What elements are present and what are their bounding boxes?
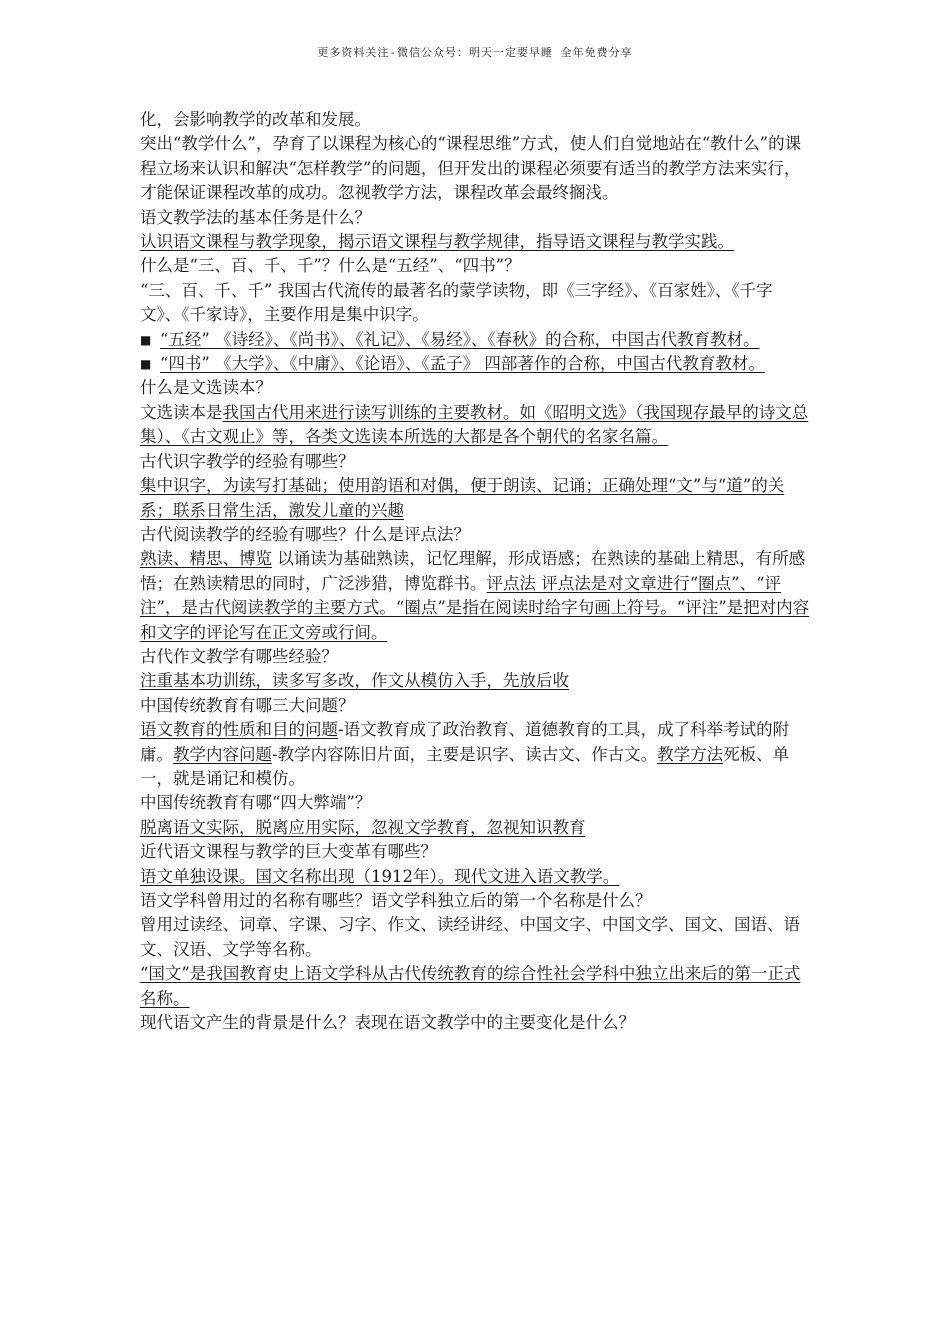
answer: 语文教育的性质和目的问题-语文教育成了政治教育、道德教育的工具，成了科举考试的附庸。教学内容问题-教学内容陈旧片面，主要是识字、读古文、作古文。教学方法死板、单一，就是诵记和模仿。	[140, 720, 790, 788]
answer: 注重基本功训练，读多写多改，作文从模仿入手，先放后收	[140, 671, 569, 691]
paragraph: “三、百、千、千” 我国古代流传的最著名的蒙学读物，即《三字经》、《百家姓》、《千字文》、《千家诗》，主要作用是集中识字。	[140, 280, 773, 325]
question: 古代识字教学的经验有哪些？	[140, 451, 355, 471]
bullet-text: “五经” 《诗经》、《尚书》、《礼记》、《易经》、《春秋》的合称，中国古代教育教材。	[160, 329, 760, 349]
answer: 熟读、精思、博览 以诵读为基础熟读，记忆理解，形成语感；在熟读的基础上精思，有所感悟；在熟读精思的同时，广泛涉猎，博览群书。评点法 评点法是对文章进行“圈点”、“评注”，是古代阅读教学的主要方式。“圈点”是指在阅读时给字句画上符号。“评注”是把对内容和文字的评论写在正文旁或行间。	[140, 549, 810, 642]
question: 语文学科曾用过的名称有哪些？语文学科独立后的第一个名称是什么？	[140, 891, 652, 910]
bullet-item-sishu	[140, 352, 812, 376]
answer: 脱离语文实际，脱离应用实际，忽视文学教育，忽视知识教育	[140, 817, 586, 837]
square-bullet-icon: ■	[140, 357, 152, 372]
answer: “国文”是我国教育史上语文学科从古代传统教育的综合性社会学科中独立出来后的第一正式名称。	[140, 964, 801, 1008]
page-header-watermark: 更多资料关注-微信公众号：明天一定要早睡 全年免费分享	[317, 46, 633, 59]
bullet-text: “四书” 《大学》、《中庸》、《论语》、《孟子》 四部著作的合称，中国古代教育教材。	[160, 354, 765, 374]
answer: 文选读本是我国古代用来进行读写训练的主要教材。如《昭明文选》（我国现存最早的诗文总集）、《古文观止》等，各类文选读本所选的大都是各个朝代的名家名篇。	[140, 402, 809, 447]
answer: 语文单独设课。国文名称出现（1912年）。现代文进入语文教学。	[140, 866, 620, 886]
question: 语文教学法的基本任务是什么？	[140, 207, 371, 227]
question: 现代语文产生的背景是什么？表现在语文教学中的主要变化是什么？	[140, 1013, 635, 1033]
document-body	[140, 108, 812, 1035]
answer: 曾用过读经、词章、字课、习字、作文、读经讲经、中国文字、中国文学、国文、国语、语文、汉语、文学等名称。	[140, 915, 800, 959]
question: 古代作文教学有哪些经验？	[140, 646, 338, 666]
answer: 集中识字，为读写打基础；使用韵语和对偶，便于朗读、记诵；正确处理“文”与“道”的关系；联系日常生活，激发儿童的兴趣	[140, 476, 785, 520]
bullet-item-wujing	[140, 328, 812, 352]
question: 什么是“三、百、千、千”？什么是“五经”、“四书”？	[140, 256, 521, 276]
question: 中国传统教育有哪“四大弊端”？	[140, 793, 372, 813]
question: 什么是文选读本？	[140, 378, 272, 398]
paragraph: 化，会影响教学的改革和发展。	[140, 110, 371, 129]
question: 中国传统教育有哪三大问题？	[140, 695, 355, 715]
square-bullet-icon: ■	[140, 332, 152, 347]
answer: 认识语文课程与教学现象，揭示语文课程与教学规律，指导语文课程与教学实践。	[140, 232, 734, 252]
question: 古代阅读教学的经验有哪些？什么是评点法？	[140, 524, 470, 544]
question: 近代语文课程与教学的巨大变革有哪些？	[140, 842, 437, 862]
paragraph: 突出“教学什么”，孕育了以课程为核心的“课程思维”方式，使人们自觉地站在“教什么”的课程立场来认识和解决“怎样教学”的问题，但开发出的课程必须要有适当的教学方法来实行，才能保证课程改革的成功。忽视教学方法，课程改革会最终搁浅。	[140, 134, 802, 203]
